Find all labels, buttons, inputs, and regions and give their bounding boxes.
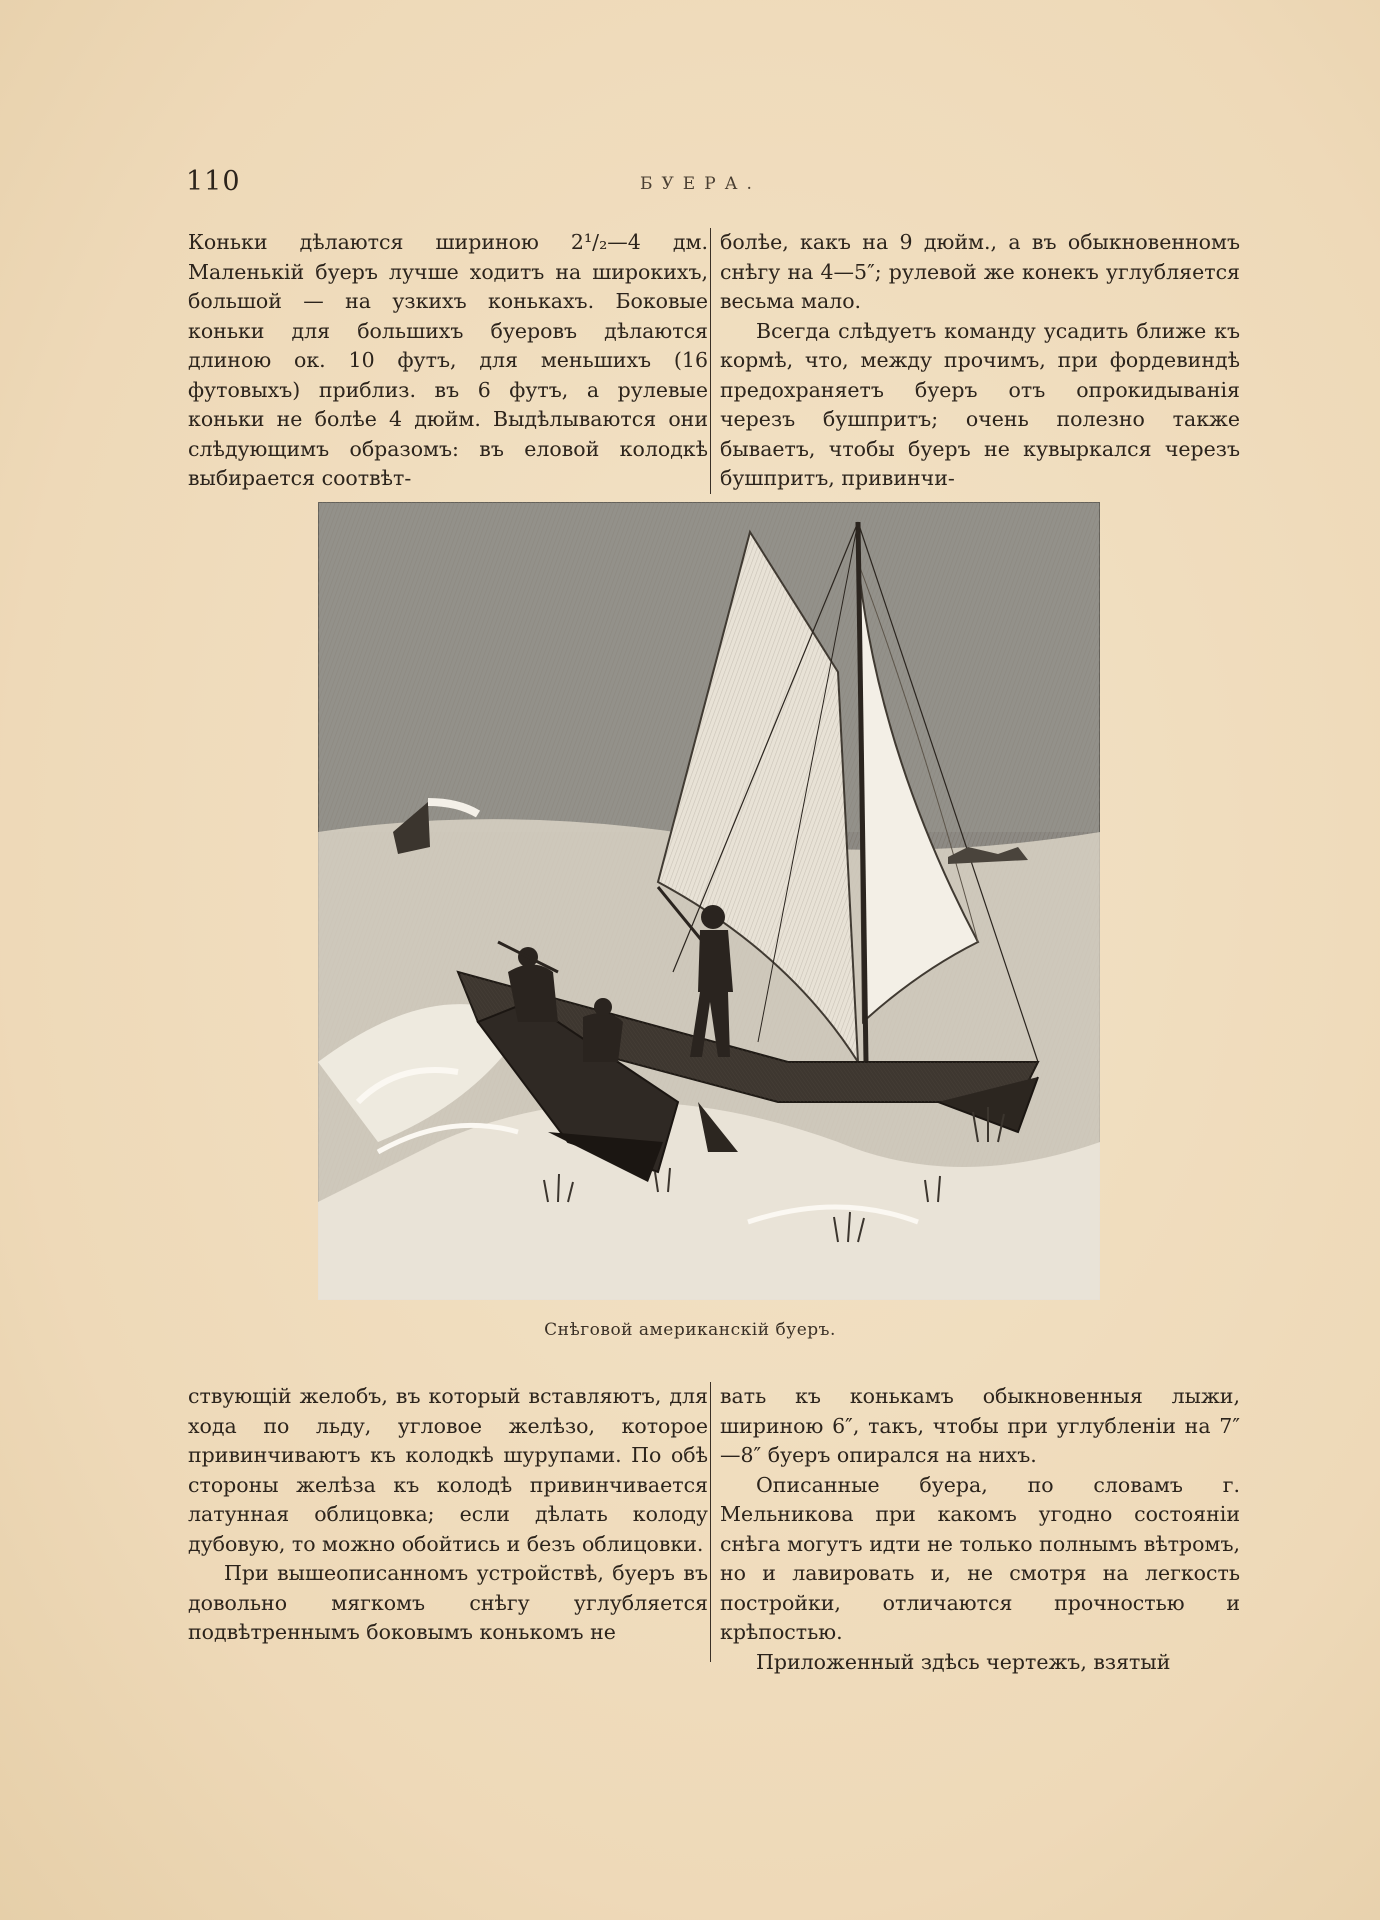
column-divider	[710, 228, 711, 494]
page-number: 110	[186, 166, 241, 197]
text-column-top-right	[720, 228, 1240, 494]
column-divider	[710, 1382, 711, 1662]
paragraph: Коньки дѣлаются шириною 2¹/₂—4 дм. Маленькій буеръ лучше ходитъ на широкихъ, большой — на узкихъ конькахъ. Боковые коньки для большихъ буеровъ дѣлаются длиною ок. 10 футъ, для меньшихъ (16 футовыхъ) приблиз. въ 6 футъ, а рулевые коньки не болѣе 4 дюйм. Выдѣлываются они слѣдующимъ образомъ: въ еловой колодкѣ выбирается соотвѣт-	[188, 230, 708, 490]
paragraph: Приложенный здѣсь чертежъ, взятый	[756, 1649, 1171, 1674]
paragraph: вать къ конькамъ обыкновенныя лыжи, шириною 6″, такъ, чтобы при углубленіи на 7″—8″ буеръ опирался на нихъ.	[720, 1384, 1240, 1467]
ice-yacht-engraving	[318, 502, 1100, 1300]
paragraph: Всегда слѣдуетъ команду усадить ближе къ кормѣ, что, между прочимъ, при фордевиндѣ предохраняетъ буеръ отъ опрокидыванія черезъ бушпритъ; очень полезно также бываетъ, чтобы буеръ не кувыркался черезъ бушпритъ, привинчи-	[720, 318, 1240, 490]
paragraph: Описанные буера, по словамъ г. Мельникова при какомъ угодно состояніи снѣга могутъ идти не только полнымъ вѣтромъ, но и лавировать и, не смотря на легкость постройки, отличаются прочностью и крѣпостью.	[720, 1472, 1240, 1644]
text-column-bottom-left	[188, 1382, 708, 1648]
figure-caption: Снѣговой американскій буеръ.	[544, 1320, 836, 1340]
page-header	[0, 166, 1380, 206]
paragraph: ствующій желобъ, въ который вставляютъ, для хода по льду, угловое желѣзо, которое привинчиваютъ къ колодкѣ шурупами. По обѣ стороны желѣза къ колодѣ привинчивается латунная облицовка; если дѣлать колоду дубовую, то можно обойтись и безъ облицовки.	[188, 1384, 708, 1556]
paragraph: При вышеописанномъ устройствѣ, буеръ въ довольно мягкомъ снѣгу углубляется подвѣтреннымъ боковымъ конькомъ не	[188, 1561, 708, 1644]
running-title: БУЕРА.	[640, 174, 761, 194]
paragraph: болѣе, какъ на 9 дюйм., а въ обыкновенномъ снѣгу на 4—5″; рулевой же конекъ углубляется весьма мало.	[720, 230, 1240, 313]
text-column-top-left	[188, 228, 708, 494]
text-column-bottom-right	[720, 1382, 1240, 1677]
